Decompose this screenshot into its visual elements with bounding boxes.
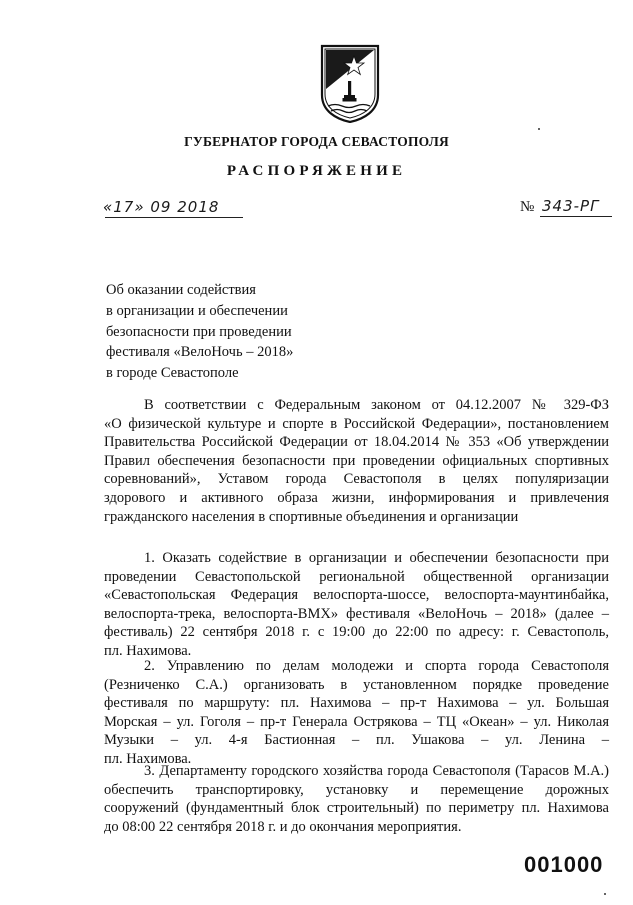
text-line: фестиваля по маршруту: пл. Нахимова – пр-т Нахимова – ул. Большая [104,695,609,712]
text-line: Правительства Российской Федерации от 18.04.2014 № 353 «Об утверждении [104,434,609,451]
coat-of-arms-icon [319,43,381,123]
date-underline [105,217,243,218]
scan-speck [604,893,606,895]
scan-speck [538,128,540,130]
text-line: гражданского населения в спортивные объединения и организации [104,508,519,525]
number-handwritten: 343-РГ [542,197,600,215]
number-sign: № [520,199,535,215]
preamble-paragraph [104,396,609,526]
subject-line: в организации и обеспечении [106,302,288,319]
text-line: фестиваль) 22 сентября 2018 г. с 19:00 до 22:00 по адресу: г. Севастополь, [104,624,609,641]
text-line: проведении Севастопольской региональной общественной организации [104,568,609,585]
number-underline [540,216,612,217]
subject-line: Об оказании содействия [106,282,256,298]
serial-number: 001000 [524,852,604,877]
date-field [103,198,243,218]
text-line: до 08:00 22 сентября 2018 г. и до окончания мероприятия. [104,818,462,835]
subject-line: фестиваля «ВелоНочь – 2018» [106,344,294,361]
text-line: 1. Оказать содействие в организации и обеспечении безопасности при [144,550,609,566]
text-line: здорового и активного образа жизни, информирования и привлечения [104,489,609,506]
text-line: Правил обеспечения безопасности при проведении официальных спортивных [104,452,609,469]
text-line: сооружений (фундаментный блок строительный) по периметру пл. Нахимова [104,800,609,817]
text-line: обеспечить транспортировку, установку и перемещение дорожных [104,781,609,798]
text-line: «Севастопольская Федерация велоспорта-шоссе, велоспорта-маунтинбайка, [104,587,609,604]
text-line: В соответствии с Федеральным законом от 04.12.2007 № 329-ФЗ [144,397,609,413]
number-field [520,196,612,218]
subject-block [106,280,336,384]
text-line: пл. Нахимова. [104,642,192,659]
text-line: соревнований», Уставом города Севастополя в целях популяризации [104,471,609,488]
date-handwritten: «17» 09 2018 [103,198,220,216]
subject-line: в городе Севастополе [106,365,239,382]
document-type-heading: РАСПОРЯЖЕНИЕ [226,163,407,179]
item-3-paragraph [104,762,609,836]
item-1-paragraph [104,549,609,661]
text-line: (Резниченко С.А.) организовать в установленном порядке проведение [104,676,609,693]
authority-title: ГУБЕРНАТОР ГОРОДА СЕВАСТОПОЛЯ [184,134,449,149]
text-line: 3. Департаменту городского хозяйства города Севастополя (Тарасов М.А.) [144,763,609,779]
text-line: велоспорта-трека, велоспорта-ВМХ» фестиваля «ВелоНочь – 2018» (далее – [104,605,609,622]
text-line: 2. Управлению по делам молодежи и спорта города Севастополя [144,658,609,674]
text-line: пл. Нахимова. [104,750,192,767]
subject-line: безопасности при проведении [106,323,292,340]
item-2-paragraph [104,657,609,769]
text-line: Морская – ул. Гоголя – пр-т Генерала Острякова – ТЦ «Океан» – ул. Николая [104,713,609,730]
text-line: «О физической культуре и спорте в Российской Федерации», постановлением [104,415,609,432]
text-line: Музыки – ул. 4-я Бастионная – пл. Ушакова – ул. Ленина – [104,732,609,749]
